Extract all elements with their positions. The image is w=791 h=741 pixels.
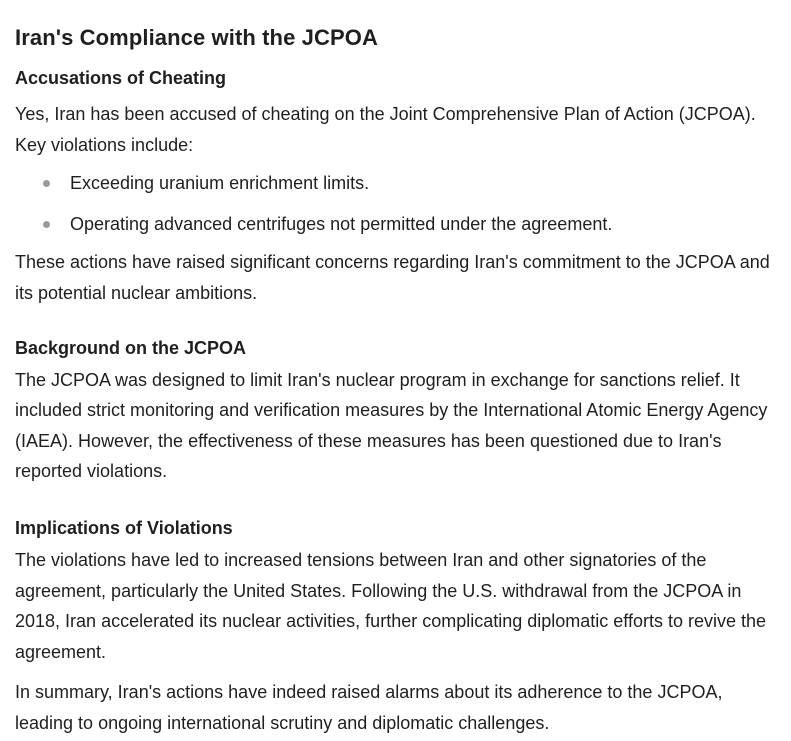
bullet-dot-icon	[43, 221, 50, 228]
list-item-text: Exceeding uranium enrichment limits.	[70, 173, 370, 194]
list-item	[15, 209, 777, 240]
response-content	[15, 22, 777, 739]
summary-paragraph: In summary, Iran's actions have indeed raised alarms about its adherence to the JCPOA, leading to ongoing international scrutiny and diplomatic challenges.	[15, 682, 723, 733]
section-heading-background: Background on the JCPOA	[15, 337, 247, 358]
section-heading-accusations: Accusations of Cheating	[15, 68, 227, 88]
list-item	[15, 168, 777, 199]
background-paragraph: The JCPOA was designed to limit Iran's nuclear program in exchange for sanctions relief. It included strict monitoring and verification measures by the International Atomic Energy Agency (IAEA). However, the effectiveness of these measures has been questioned due to Iran's reported violations.	[15, 369, 768, 482]
page-title: Iran's Compliance with the JCPOA	[15, 25, 378, 50]
section-heading-implications: Implications of Violations	[15, 517, 233, 538]
implications-paragraph: The violations have led to increased tensions between Iran and other signatories of the agreement, particularly the United States. Following the U.S. withdrawal from the JCPOA in 2018, Iran accelerated its nuclear activities, further complicating diplomatic efforts to revive the agreement.	[15, 549, 767, 662]
bullet-dot-icon	[43, 180, 50, 187]
accusations-intro: Yes, Iran has been accused of cheating on the Joint Comprehensive Plan of Action (JCPOA). Key violations include:	[15, 104, 756, 155]
accusations-closing: These actions have raised significant concerns regarding Iran's commitment to the JCPOA and its potential nuclear ambitions.	[15, 252, 770, 303]
violations-list	[15, 168, 777, 239]
list-item-text: Operating advanced centrifuges not permitted under the agreement.	[70, 213, 613, 234]
